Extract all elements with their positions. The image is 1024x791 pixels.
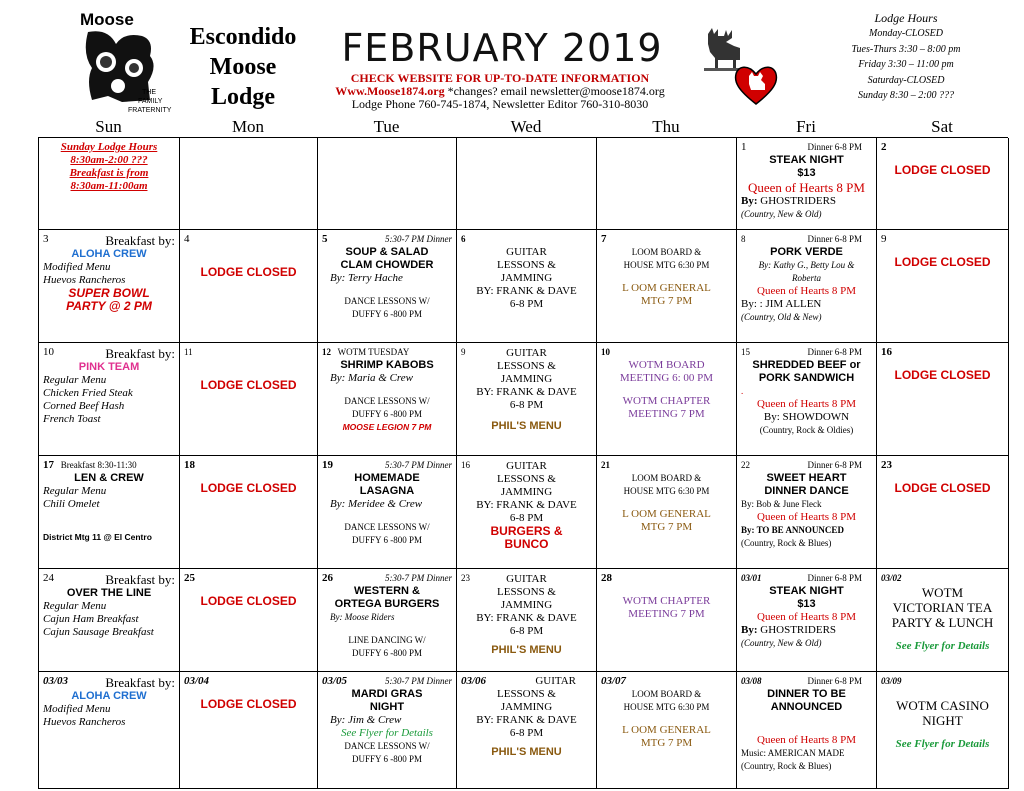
day-cell: 26 5:30-7 PM Dinner WESTERN & ORTEGA BURGERS By: Moose Riders LINE DANCING W/ DUFFY 6 -800 PM — [318, 569, 457, 672]
day-cell: 03/01 Dinner 6-8 PM STEAK NIGHT $13 Queen of Hearts 8 PM By: GHOSTRIDERS (Country, New & Old) — [737, 569, 877, 672]
days-of-week-header — [38, 116, 1008, 137]
day-cell — [318, 138, 457, 230]
day-cell: 11 LODGE CLOSED — [180, 343, 318, 456]
month-title: FEBRUARY 2019 — [341, 26, 663, 70]
heart-icon — [733, 62, 779, 106]
day-cell: 12 WOTM TUESDAY SHRIMP KABOBS By: Maria & Crew DANCE LESSONS W/ DUFFY 6 -800 PM MOOSE LEGION 7 PM — [318, 343, 457, 456]
day-cell: 22 Dinner 6-8 PM SWEET HEART DINNER DANCE By: Bob & June Fleck Queen of Hearts 8 PM By: TO BE ANNOUNCED (Country, Rock & Blues) — [737, 456, 877, 569]
day-cell — [597, 138, 737, 230]
day-cell: 15 Dinner 6-8 PM SHREDDED BEEF or PORK SANDWICH . Queen of Hearts 8 PM By: SHOWDOWN (Country, Rock & Oldies) — [737, 343, 877, 456]
day-cell: 23 LODGE CLOSED — [877, 456, 1009, 569]
lodge-hours: Lodge Hours Monday-CLOSED Tues-Thurs 3:30 – 8:00 pm Friday 3:30 – 11:00 pm Saturday-CLOSED Sunday 8:30 – 2:00 ??? — [806, 10, 1006, 104]
svg-text:THE: THE — [142, 89, 156, 96]
calendar-grid — [38, 137, 1008, 789]
day-cell: 03/05 5:30-7 PM Dinner MARDI GRAS NIGHT By: Jim & Crew See Flyer for Details DANCE LESSONS W/ DUFFY 6 -800 PM — [318, 672, 457, 789]
phone-line: Lodge Phone 760-745-1874, Newsletter Editor 760-310-8030 — [351, 97, 649, 111]
day-cell: 03/04 LODGE CLOSED — [180, 672, 318, 789]
day-cell: 03/08 Dinner 6-8 PM DINNER TO BE ANNOUNCED Queen of Hearts 8 PM Music: AMERICAN MADE (Country, Rock & Blues) — [737, 672, 877, 789]
svg-text:Moose: Moose — [80, 10, 134, 29]
calendar — [38, 116, 1008, 789]
dow-tue: Tue — [373, 117, 400, 136]
day-cell: 28 WOTM CHAPTER MEETING 7 PM — [597, 569, 737, 672]
dow-mon: Mon — [231, 117, 265, 136]
svg-text:FRATERNITY: FRATERNITY — [128, 107, 172, 114]
day-cell: 10 WOTM BOARD MEETING 6: 00 PM WOTM CHAPTER MEETING 7 PM — [597, 343, 737, 456]
day-cell: 9 GUITAR LESSONS & JAMMING BY: FRANK & DAVE 6-8 PM PHIL'S MENU — [457, 343, 597, 456]
day-cell: 18 LODGE CLOSED — [180, 456, 318, 569]
day-cell: 7 LOOM BOARD & HOUSE MTG 6:30 PM L OOM GENERAL MTG 7 PM — [597, 230, 737, 343]
dow-wed: Wed — [510, 117, 542, 136]
day-cell: 03/02 WOTM VICTORIAN TEA PARTY & LUNCH See Flyer for Details — [877, 569, 1009, 672]
svg-text:FAMILY: FAMILY — [138, 98, 163, 105]
day-cell — [457, 138, 597, 230]
day-cell: 1 Dinner 6-8 PM STEAK NIGHT $13 Queen of Hearts 8 PM By: GHOSTRIDERS (Country, New & Old) — [737, 138, 877, 230]
day-cell: 3 Breakfast by: ALOHA CREW Modified Menu Huevos Rancheros SUPER BOWL PARTY @ 2 PM — [39, 230, 180, 343]
day-cell: 19 5:30-7 PM Dinner HOMEMADE LASAGNA By: Meridee & Crew DANCE LESSONS W/ DUFFY 6 -800 PM — [318, 456, 457, 569]
lodge-name: Escondido Moose Lodge — [189, 24, 297, 110]
day-cell: 17 Breakfast 8:30-11:30 LEN & CREW Regular Menu Chili Omelet District Mtg 11 @ El Centro — [39, 456, 180, 569]
day-cell: 2 LODGE CLOSED — [877, 138, 1009, 230]
day-cell: 10 Breakfast by: PINK TEAM Regular Menu Chicken Fried Steak Corned Beef Hash French Toast — [39, 343, 180, 456]
dow-thu: Thu — [652, 117, 680, 136]
day-cell: 03/07 LOOM BOARD & HOUSE MTG 6:30 PM L OOM GENERAL MTG 7 PM — [597, 672, 737, 789]
day-cell: 16 LODGE CLOSED — [877, 343, 1009, 456]
dow-fri: Fri — [796, 117, 816, 136]
day-cell: 24 Breakfast by: OVER THE LINE Regular Menu Cajun Ham Breakfast Cajun Sausage Breakfast — [39, 569, 180, 672]
dow-sat: Sat — [931, 117, 953, 136]
day-cell: 25 LODGE CLOSED — [180, 569, 318, 672]
info-block — [300, 72, 700, 111]
lodge-hours-title: Lodge Hours — [874, 11, 938, 25]
day-cell: 16 GUITAR LESSONS & JAMMING BY: FRANK & DAVE 6-8 PM BURGERS & BUNCO — [457, 456, 597, 569]
day-cell — [180, 138, 318, 230]
day-cell: 03/06 GUITAR LESSONS & JAMMING BY: FRANK & DAVE 6-8 PM PHIL'S MENU — [457, 672, 597, 789]
day-cell: 9 LODGE CLOSED — [877, 230, 1009, 343]
website-notice: CHECK WEBSITE FOR UP-TO-DATE INFORMATION — [350, 71, 650, 85]
website-link[interactable]: Www.Moose1874.org — [335, 84, 445, 98]
day-cell: 03/03 Breakfast by: ALOHA CREW Modified Menu Huevos Rancheros — [39, 672, 180, 789]
day-cell: 03/09 WOTM CASINO NIGHT See Flyer for Details — [877, 672, 1009, 789]
day-cell: 8 Dinner 6-8 PM PORK VERDE By: Kathy G., Betty Lou & Roberta Queen of Hearts 8 PM By: : JIM ALLEN (Country, Old & New) — [737, 230, 877, 343]
day-cell: 6 GUITAR LESSONS & JAMMING BY: FRANK & DAVE 6-8 PM — [457, 230, 597, 343]
day-cell: 5 5:30-7 PM Dinner SOUP & SALAD CLAM CHOWDER By: Terry Hache DANCE LESSONS W/ DUFFY 6 -800 PM — [318, 230, 457, 343]
contact-line: Www.Moose1874.org *changes? email newsletter@moose1874.org — [335, 84, 665, 98]
day-cell: 4 LODGE CLOSED — [180, 230, 318, 343]
day-cell: Sunday Lodge Hours 8:30am-2:00 ??? Breakfast is from 8:30am-11:00am — [39, 138, 180, 230]
day-cell: 23 GUITAR LESSONS & JAMMING BY: FRANK & DAVE 6-8 PM PHIL'S MENU — [457, 569, 597, 672]
day-cell: 21 LOOM BOARD & HOUSE MTG 6:30 PM L OOM GENERAL MTG 7 PM — [597, 456, 737, 569]
moose-family-fraternity-logo — [78, 10, 174, 116]
dow-sun: Sun — [95, 117, 122, 136]
